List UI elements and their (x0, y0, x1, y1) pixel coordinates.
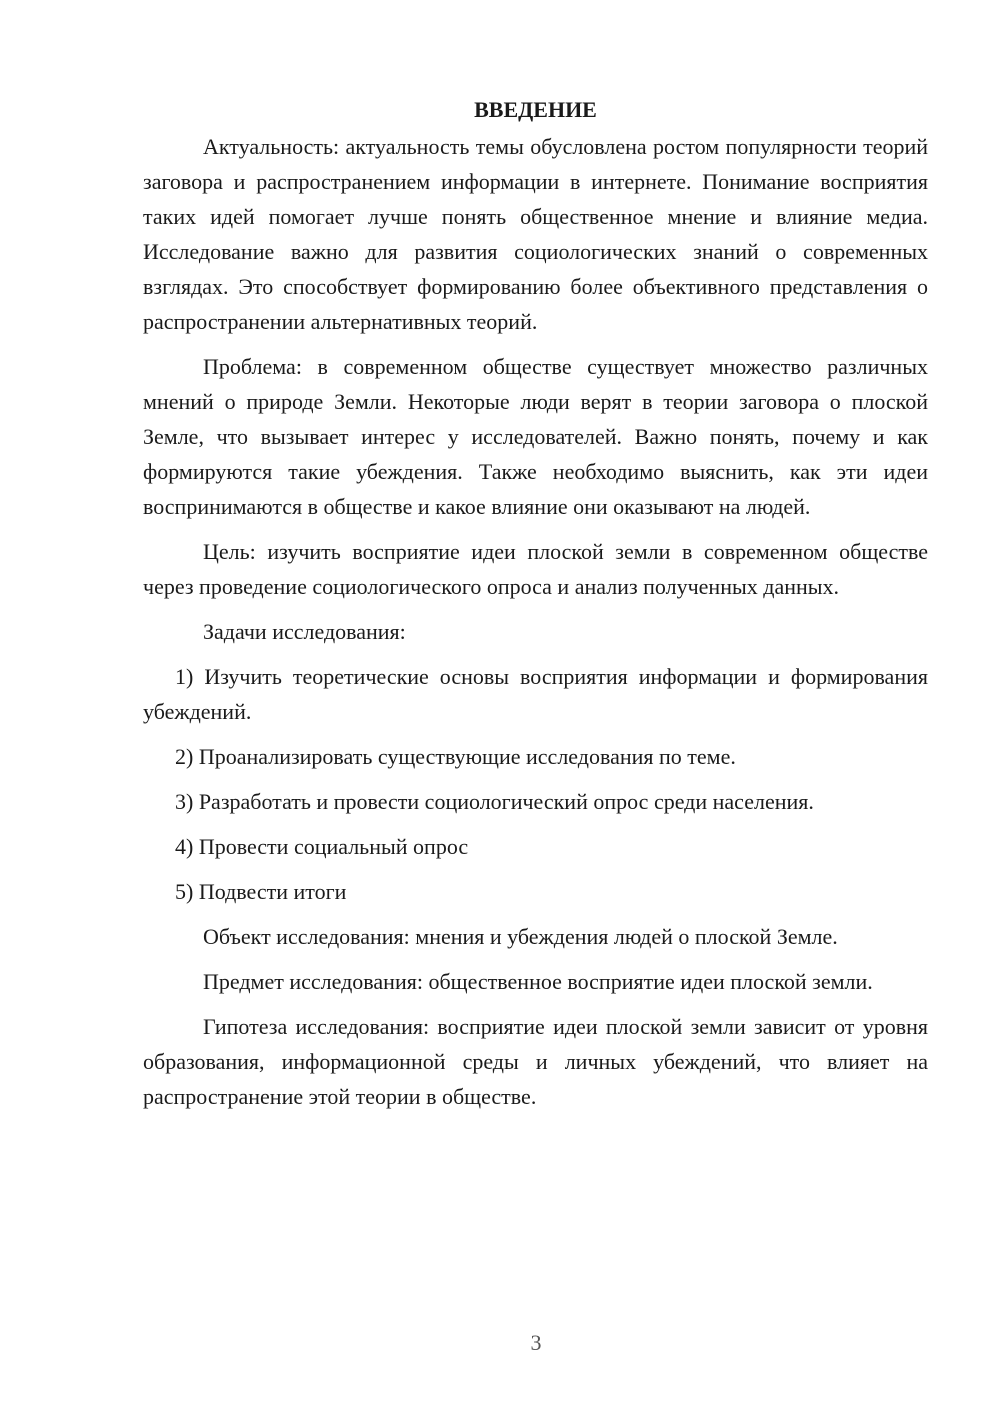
object-paragraph: Объект исследования: мнения и убеждения людей о плоской Земле. (203, 924, 838, 949)
goal-paragraph: Цель: изучить восприятие идеи плоской земли в современном обществе через проведение социологического опроса и анализ полученных данных. (143, 539, 928, 599)
tasks-heading: Задачи исследования: (203, 619, 406, 644)
hypothesis-paragraph: Гипотеза исследования: восприятие идеи плоской земли зависит от уровня образования, информационной среды и личных убеждений, что влияет на распространение этой теории в обществе. (143, 1014, 928, 1109)
document-page (143, 92, 928, 1124)
subject-paragraph: Предмет исследования: общественное восприятие идеи плоской земли. (203, 969, 873, 994)
task-item-3: 3) Разработать и провести социологический опрос среди населения. (175, 789, 814, 814)
task-item-1: 1) Изучить теоретические основы восприятия информации и формирования убеждений. (143, 664, 928, 724)
page-number: 3 (530, 1330, 542, 1355)
task-item-4: 4) Провести социальный опрос (175, 834, 469, 859)
relevance-paragraph: Актуальность: актуальность темы обусловлена ростом популярности теорий заговора и распространением информации в интернете. Понимание восприятия таких идей помогает лучше понять общественное мнение и влияние медиа. Исследование важно для развития социологических знаний о современных взглядах. Это способствует формированию более объективного представления о распространении альтернативных теорий. (143, 134, 928, 334)
task-item-2: 2) Проанализировать существующие исследования по теме. (175, 744, 736, 769)
task-item-5: 5) Подвести итоги (175, 879, 347, 904)
problem-paragraph: Проблема: в современном обществе существует множество различных мнений о природе Земли. Некоторые люди верят в теории заговора о плоской Земле, что вызывает интерес у исследователей. Важно понять, почему и как формируются такие убеждения. Также необходимо выяснить, как эти идеи воспринимаются в обществе и какое влияние они оказывают на людей. (143, 354, 928, 519)
section-title: ВВЕДЕНИЕ (474, 97, 597, 122)
